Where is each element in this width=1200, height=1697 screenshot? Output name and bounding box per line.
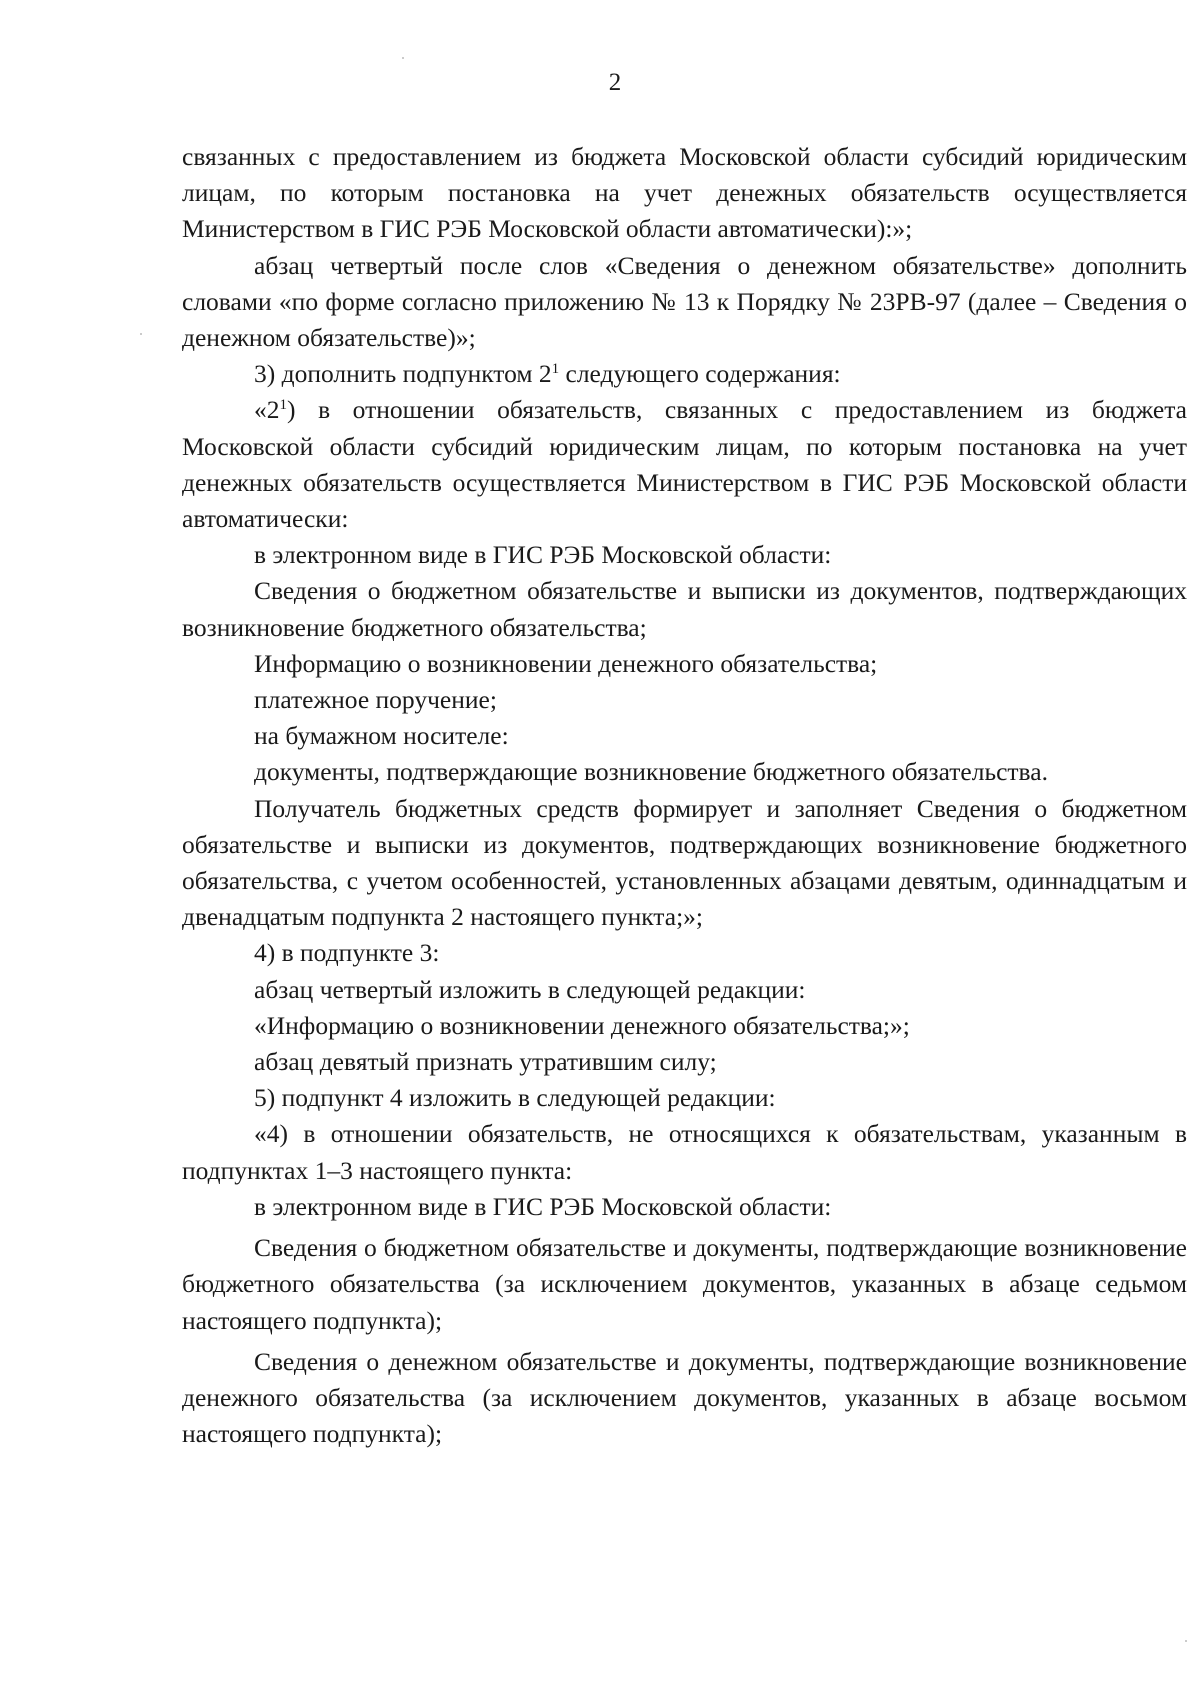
paragraph: абзац девятый признать утратившим силу; xyxy=(254,1047,717,1077)
paragraph: Получатель бюджетных средств формирует и заполняет Сведения о бюджетном обязательстве и выписки из документов, подтверждающих возникновение бюджетного обязательства, с учетом особенностей, установленных абзацами девятым, одиннадцатым и двенадцатым подпункта 2 настоящего пункта;»; xyxy=(182,793,1187,932)
superscript: 1 xyxy=(279,397,287,414)
paragraph: «4) в отношении обязательств, не относящихся к обязательствам, указанным в подпунктах 1–3 настоящего пункта: xyxy=(182,1119,1187,1185)
paragraph: платежное поручение; xyxy=(254,685,497,715)
scan-speck xyxy=(140,333,142,335)
paragraph: Сведения о бюджетном обязательстве и документы, подтверждающие возникновение бюджетного обязательства (за исключением документов, указанных в абзаце седьмом настоящего подпункта); xyxy=(182,1233,1187,1335)
superscript: 1 xyxy=(551,361,560,378)
page-number: 2 xyxy=(608,69,622,96)
paragraph-text: следующего содержания: xyxy=(559,359,841,389)
paragraph: абзац четвертый изложить в следующей редакции: xyxy=(254,974,806,1004)
scan-speck xyxy=(1185,1640,1187,1642)
paragraph: на бумажном носителе: xyxy=(254,721,509,751)
paragraph: документы, подтверждающие возникновение бюджетного обязательства. xyxy=(254,757,1048,787)
paragraph-text: «2 xyxy=(254,395,280,425)
paragraph xyxy=(182,356,1187,392)
paragraph-text: ) в отношении обязательств, связанных с предоставлением из бюджета Московской области субсидий юридическим лицам, по которым постановка на учет денежных обязательств осуществляется Министерством в ГИС РЭБ Московской области автоматически: xyxy=(182,395,1187,534)
paragraph: 5) подпункт 4 изложить в следующей редакции: xyxy=(254,1083,776,1113)
document-body xyxy=(182,139,1187,1452)
paragraph: «Информацию о возникновении денежного обязательства;»; xyxy=(254,1010,910,1040)
paragraph: в электронном виде в ГИС РЭБ Московской области: xyxy=(254,540,832,570)
paragraph: 4) в подпункте 3: xyxy=(254,938,440,968)
paragraph: в электронном виде в ГИС РЭБ Московской области: xyxy=(254,1191,832,1221)
paragraph: абзац четвертый после слов «Сведения о денежном обязательстве» дополнить словами «по форме согласно приложению № 13 к Порядку № 23РВ-97 (далее – Сведения о денежном обязательстве)»; xyxy=(182,250,1187,353)
paragraph: связанных с предоставлением из бюджета Московской области субсидий юридическим лицам, по которым постановка на учет денежных обязательств осуществляется Министерством в ГИС РЭБ Московской области автоматически):»; xyxy=(182,142,1187,244)
paragraph: Сведения о денежном обязательстве и документы, подтверждающие возникновение денежного обязательства (за исключением документов, указанных в абзаце восьмом настоящего подпункта); xyxy=(182,1346,1187,1449)
scan-speck xyxy=(402,57,404,59)
paragraph: Информацию о возникновении денежного обязательства; xyxy=(254,648,878,678)
paragraph xyxy=(182,392,1187,537)
paragraph: Сведения о бюджетном обязательстве и выписки из документов, подтверждающих возникновение бюджетного обязательства; xyxy=(182,576,1187,642)
paragraph-text: 3) дополнить подпунктом 2 xyxy=(254,359,552,389)
